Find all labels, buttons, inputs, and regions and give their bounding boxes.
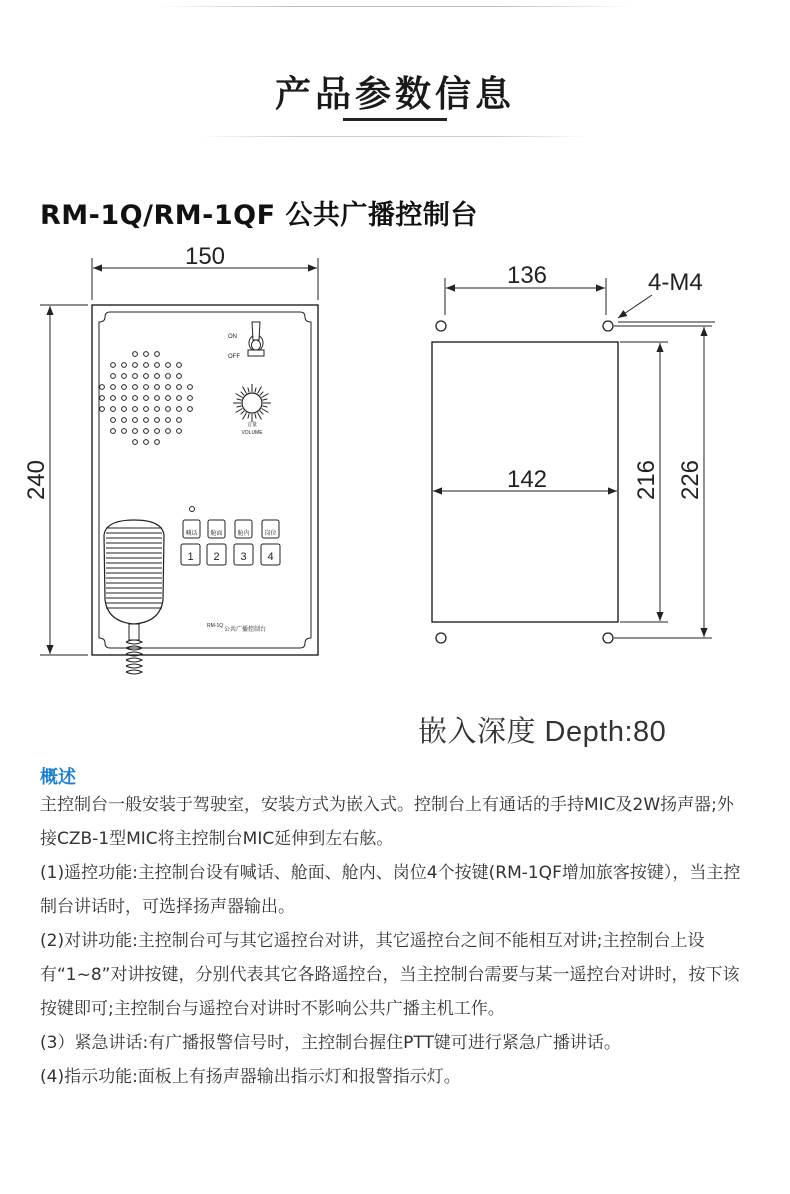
key-row-top xyxy=(183,520,279,538)
nameplate-text: 公共广播控制台 xyxy=(224,627,267,633)
back-inner-width-dim: 142 xyxy=(506,466,548,493)
back-outer-height-dim: 226 xyxy=(677,459,704,501)
key-label-1-top: 喊话 xyxy=(185,531,198,537)
key-row-bottom xyxy=(181,544,280,565)
back-top-dim: 136 xyxy=(506,262,548,289)
top-divider xyxy=(155,6,635,7)
indicator-led xyxy=(190,507,195,512)
handheld-microphone xyxy=(104,520,164,674)
front-width-dim: 150 xyxy=(184,243,226,270)
overview-heading: 概述 xyxy=(40,767,76,788)
overview-paragraph: (4)指示功能:面板上有扬声器输出指示灯和报警指示灯。 xyxy=(40,1067,461,1087)
key-buttons xyxy=(181,520,280,565)
switch-off-label: OFF xyxy=(228,354,240,360)
technical-drawing xyxy=(0,230,790,700)
front-height-dim: 240 xyxy=(23,459,50,501)
overview-paragraph: (3）紧急讲话:有广播报警信号时，主控制台握住PTT键可进行紧急广播讲话。 xyxy=(40,1033,621,1053)
overview-paragraph: (1)遥控功能:主控制台设有喊话、舱面、舱内、岗位4个按键(RM-1QF增加旅客按键），当主控制台讲话时，可选择扬声器输出。 xyxy=(40,863,741,917)
switch-on-label: ON xyxy=(228,334,237,340)
product-title: RM-1Q/RM-1QF 公共广播控制台 xyxy=(40,200,478,231)
key-number-3: 3 xyxy=(240,551,247,563)
title-divider xyxy=(200,136,590,137)
volume-knob xyxy=(233,384,271,436)
embed-depth-label: 嵌入深度 Depth:80 xyxy=(418,716,667,748)
back-view xyxy=(432,278,715,643)
page-title: 产品参数信息 xyxy=(274,74,515,115)
power-toggle-switch xyxy=(228,322,264,360)
key-number-1: 1 xyxy=(187,551,194,563)
front-view xyxy=(40,258,318,655)
knob-label-en: VOLUME xyxy=(241,430,263,436)
overview-text xyxy=(40,788,745,1094)
key-label-2-top: 舱面 xyxy=(210,531,223,537)
knob-label-cn: 音量 xyxy=(246,422,258,428)
key-label-3-top: 舱内 xyxy=(237,531,250,537)
nameplate-model: RM-1Q xyxy=(207,623,224,629)
key-number-4: 4 xyxy=(267,551,274,563)
overview-paragraph: (2)对讲功能:主控制台可与其它遥控台对讲，其它遥控台之间不能相互对讲;主控制台上设有“1~8”对讲按键，分别代表其它各路遥控台，当主控制台需要与某一遥控台对讲时，按下该按键即可;主控制台与遥控台对讲时不影响公共广播主机工作。 xyxy=(40,931,740,1019)
key-number-2: 2 xyxy=(213,551,220,563)
key-label-4-top: 岗位 xyxy=(264,531,277,537)
title-underline xyxy=(343,118,447,121)
back-inner-height-dim: 216 xyxy=(633,459,660,501)
speaker-grille xyxy=(100,352,193,445)
overview-paragraph: 主控制台一般安装于驾驶室，安装方式为嵌入式。控制台上有通话的手持MIC及2W扬声器;外接CZB-1型MIC将主控制台MIC延伸到左右舷。 xyxy=(40,795,734,849)
hole-spec-label: 4-M4 xyxy=(648,269,703,296)
